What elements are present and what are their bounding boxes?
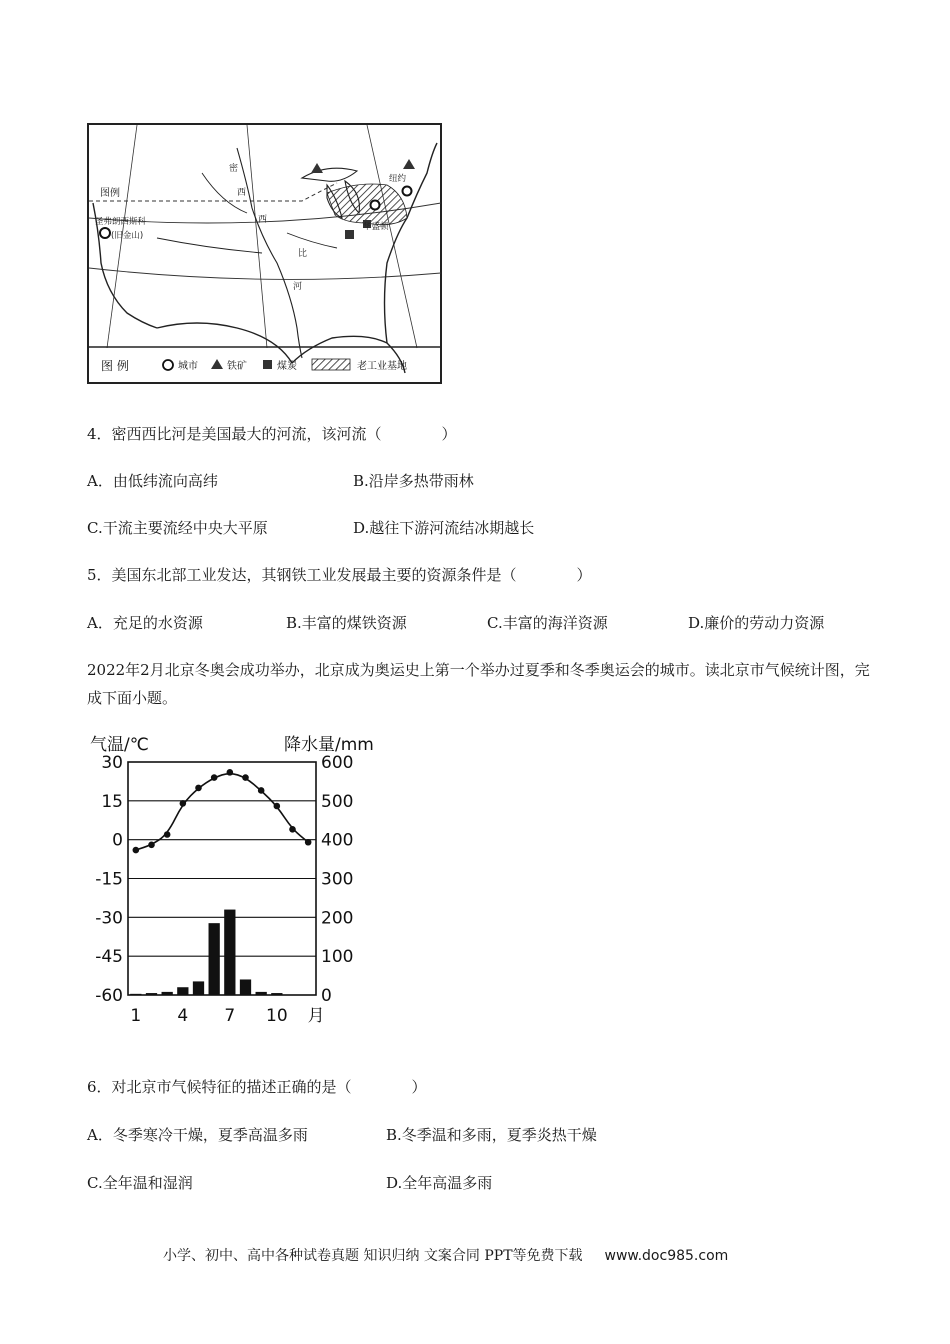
temperature-curve bbox=[136, 774, 308, 850]
precip-tick-label: 400 bbox=[321, 830, 354, 851]
map-label-sf: 圣弗朗西斯科 bbox=[95, 217, 147, 227]
precip-bar bbox=[240, 979, 251, 995]
page-footer bbox=[163, 1245, 728, 1265]
q6-option-b: B.冬季温和多雨，夏季炎热干燥 bbox=[386, 1126, 597, 1144]
q5-stem: 5．美国东北部工业发达，其钢铁工业发展最主要的资源条件是（ ） bbox=[87, 566, 592, 584]
q4-stem: 4．密西西比河是美国最大的河流，该河流（ ） bbox=[87, 425, 457, 443]
precip-bar bbox=[146, 993, 157, 995]
map-label-xi1: 西 bbox=[237, 188, 247, 198]
precip-tick-label: 500 bbox=[321, 791, 354, 812]
temperature-point bbox=[164, 831, 171, 838]
map-label-bi: 比 bbox=[298, 249, 308, 259]
temp-tick-label: -45 bbox=[95, 947, 123, 968]
month-tick-label: 10 bbox=[266, 1006, 288, 1026]
map-label-ny: 纽约 bbox=[389, 174, 407, 184]
q5-option-d: D.廉价的劳动力资源 bbox=[688, 614, 825, 632]
precip-tick-label: 300 bbox=[321, 869, 354, 890]
map-legend-city: 城市 bbox=[178, 361, 198, 372]
temperature-point bbox=[274, 803, 281, 810]
beijing-climate-chart bbox=[84, 730, 374, 1030]
map-label-sf2: (旧金山) bbox=[111, 231, 144, 241]
precip-axis-label: 降水量/mm bbox=[284, 735, 374, 755]
map-label-xi2: 西 bbox=[258, 215, 268, 225]
q5-option-b: B.丰富的煤铁资源 bbox=[286, 614, 407, 632]
precip-bar bbox=[209, 923, 220, 995]
temperature-point bbox=[305, 839, 312, 846]
map-legend-iron: 铁矿 bbox=[227, 361, 247, 372]
map-legend-small: 图例 bbox=[100, 188, 120, 199]
precip-tick-label: 100 bbox=[321, 947, 354, 968]
precip-bar bbox=[224, 910, 235, 995]
q4-option-b: B.沿岸多热带雨林 bbox=[353, 472, 474, 490]
map-label-he: 河 bbox=[293, 282, 303, 292]
q5-option-c: C.丰富的海洋资源 bbox=[487, 614, 608, 632]
precip-tick-label: 200 bbox=[321, 908, 354, 929]
month-tick-label: 7 bbox=[224, 1006, 236, 1026]
temperature-point bbox=[195, 785, 202, 792]
temperature-point bbox=[133, 847, 140, 854]
temperature-point bbox=[227, 769, 234, 776]
q6-option-d: D.全年高温多雨 bbox=[386, 1174, 493, 1192]
temperature-point bbox=[148, 842, 155, 849]
temperature-point bbox=[289, 826, 296, 833]
temp-axis-label: 气温/℃ bbox=[90, 735, 149, 755]
temperature-point bbox=[258, 787, 265, 794]
climate-intro: 2022年2月北京冬奥会成功举办，北京成为奥运史上第一个举办过夏季和冬季奥运会的城市。读北京市气候统计图，完成下面小题。 bbox=[87, 661, 870, 707]
q4-option-a: A．由低纬流向高纬 bbox=[87, 472, 218, 490]
usa-industrial-map bbox=[87, 123, 443, 385]
month-tick-label: 1 bbox=[130, 1006, 142, 1026]
q5-option-a: A．充足的水资源 bbox=[87, 614, 203, 632]
temperature-point bbox=[242, 774, 249, 781]
q6-option-c: C.全年温和湿润 bbox=[87, 1174, 193, 1192]
q4-option-c: C.干流主要流经中央大平原 bbox=[87, 519, 268, 537]
map-label-mi: 密 bbox=[229, 164, 239, 174]
temperature-point bbox=[211, 774, 218, 781]
temperature-point bbox=[180, 800, 187, 807]
precip-tick-label: 0 bbox=[321, 986, 332, 1006]
month-tick-label: 4 bbox=[177, 1006, 189, 1026]
temp-tick-label: -30 bbox=[95, 908, 123, 929]
q6-option-a: A．冬季寒冷干燥，夏季高温多雨 bbox=[87, 1126, 308, 1144]
temp-tick-label: 0 bbox=[112, 830, 123, 851]
temp-tick-label: -60 bbox=[95, 986, 123, 1006]
month-unit-label: 月 bbox=[307, 1006, 325, 1026]
precip-bar bbox=[193, 981, 204, 995]
footer-site-link[interactable]: www.doc985.com bbox=[604, 1248, 729, 1264]
precip-tick-label: 600 bbox=[321, 753, 354, 773]
temp-tick-label: 15 bbox=[101, 791, 123, 812]
map-legend-base: 老工业基地 bbox=[357, 361, 407, 372]
q4-option-d: D.越往下游河流结冰期越长 bbox=[353, 519, 535, 537]
temp-tick-label: 30 bbox=[101, 753, 123, 773]
precip-bar bbox=[162, 992, 173, 995]
map-legend-title: 图 例 bbox=[101, 359, 129, 373]
precip-bar bbox=[271, 993, 282, 995]
map-legend-coal: 煤炭 bbox=[277, 361, 297, 372]
temp-tick-label: -15 bbox=[95, 869, 123, 890]
footer-text: 小学、初中、高中各种试卷真题 知识归纳 文案合同 PPT等免费下载 bbox=[163, 1248, 583, 1264]
q6-stem: 6．对北京市气候特征的描述正确的是（ ） bbox=[87, 1078, 427, 1096]
map-label-dc: 华盛顿 bbox=[363, 222, 389, 232]
precip-bar bbox=[177, 987, 188, 995]
precip-bar bbox=[256, 992, 267, 995]
precip-bar bbox=[130, 994, 141, 995]
